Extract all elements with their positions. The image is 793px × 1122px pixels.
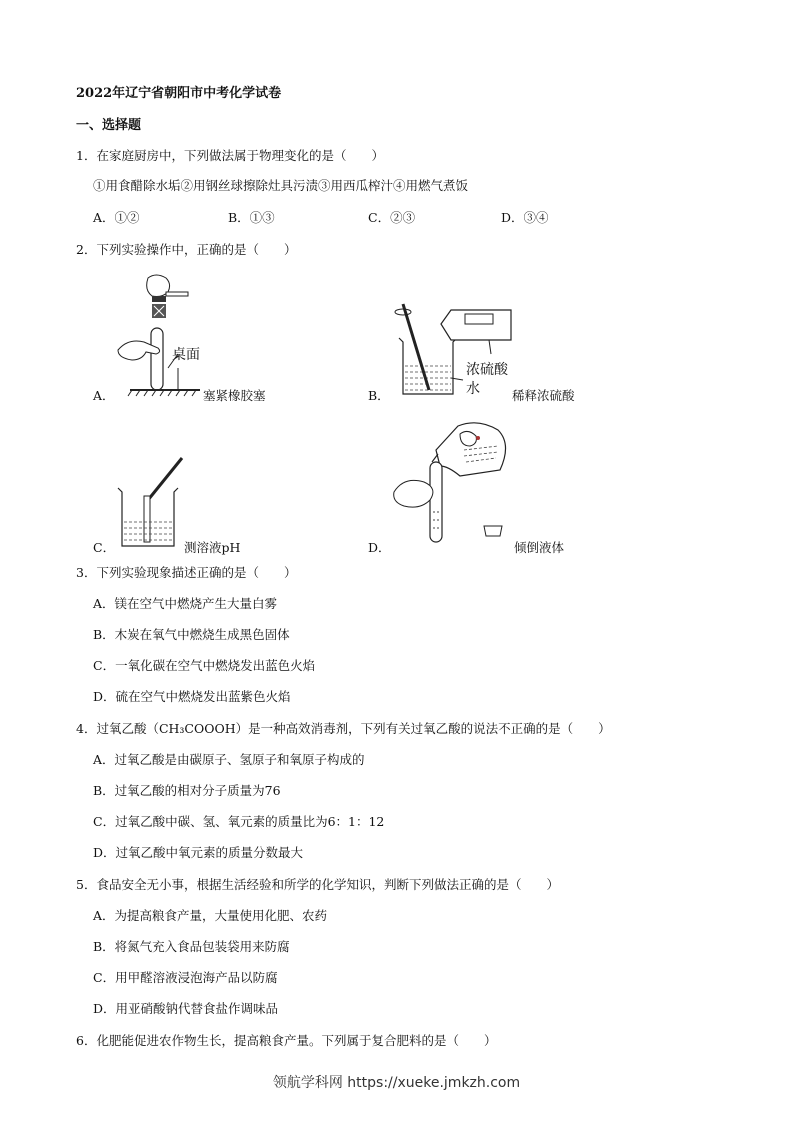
q2-option-b-caption: 稀释浓硫酸 [512,388,575,403]
q3-option-d: D．硫在空气中燃烧发出蓝紫色火焰 [93,689,291,704]
q2-option-b-letter: B． [368,388,390,403]
q5-option-a: A．为提高粮食产量，大量使用化肥、农药 [93,908,328,923]
figure-b-dilution-illustration [385,294,525,404]
q4-option-a: A．过氧乙酸是由碳原子、氢原子和氧原子构成的 [93,752,365,767]
q3-option-a: A．镁在空气中燃烧产生大量白雾 [93,596,278,611]
q4-option-b: B．过氧乙酸的相对分子质量为76 [93,783,281,798]
question-1-statements: ①用食醋除水垢②用钢丝球擦除灶具污渍③用西瓜榨汁④用燃气煮饭 [93,178,469,193]
question-1-stem: 1．在家庭厨房中，下列做法属于物理变化的是（ ） [76,148,384,163]
section-heading: 一、选择题 [76,118,142,133]
q3-option-c: C．一氧化碳在空气中燃烧发出蓝色火焰 [93,658,316,673]
q2-option-c-letter: C． [93,540,116,555]
question-2-stem: 2．下列实验操作中，正确的是（ ） [76,242,297,257]
question-5-stem: 5．食品安全无小事，根据生活经验和所学的化学知识，判断下列做法正确的是（ ） [76,877,559,892]
figure-c-ph-test-illustration [112,452,188,552]
q1-option-c: C．②③ [368,210,416,225]
q2-option-d-letter: D． [368,540,391,555]
page-footer-watermark: 领航学科网 https://xueke.jmkzh.com [272,1075,521,1091]
q5-option-d: D．用亚硝酸钠代替食盐作调味品 [93,1001,279,1016]
figure-d-pouring-illustration [388,416,518,552]
q1-option-d: D．③④ [501,210,549,225]
question-4-stem: 4．过氧乙酸（CH₃COOOH）是一种高效消毒剂，下列有关过氧乙酸的说法不正确的是（ ） [76,721,611,736]
q2-option-a-letter: A． [93,388,115,403]
figure-b-label-acid: 浓硫酸 [466,362,508,378]
question-3-stem: 3．下列实验现象描述正确的是（ ） [76,565,297,580]
q1-option-b: B．①③ [228,210,275,225]
q4-option-d: D．过氧乙酸中氧元素的质量分数最大 [93,845,304,860]
q2-option-a-caption: 塞紧橡胶塞 [203,388,266,403]
q4-option-c: C．过氧乙酸中碳、氢、氧元素的质量比为6：1：12 [93,814,385,829]
figure-b-label-water: 水 [466,381,480,397]
figure-a-label-desk: 桌面 [172,347,200,363]
q2-option-d-caption: 倾倒液体 [514,540,565,555]
q5-option-c: C．用甲醛溶液浸泡海产品以防腐 [93,970,278,985]
q5-option-b: B．将氮气充入食品包装袋用来防腐 [93,939,290,954]
question-6-stem: 6．化肥能促进农作物生长，提高粮食产量。下列属于复合肥料的是（ ） [76,1033,497,1048]
q3-option-b: B．木炭在氧气中燃烧生成黑色固体 [93,627,290,642]
q2-option-c-caption: 测溶液pH [184,540,241,555]
q1-option-a: A．①② [93,210,140,225]
page-title: 2022年辽宁省朝阳市中考化学试卷 [76,86,282,101]
figure-a-stopper-illustration [110,272,220,404]
